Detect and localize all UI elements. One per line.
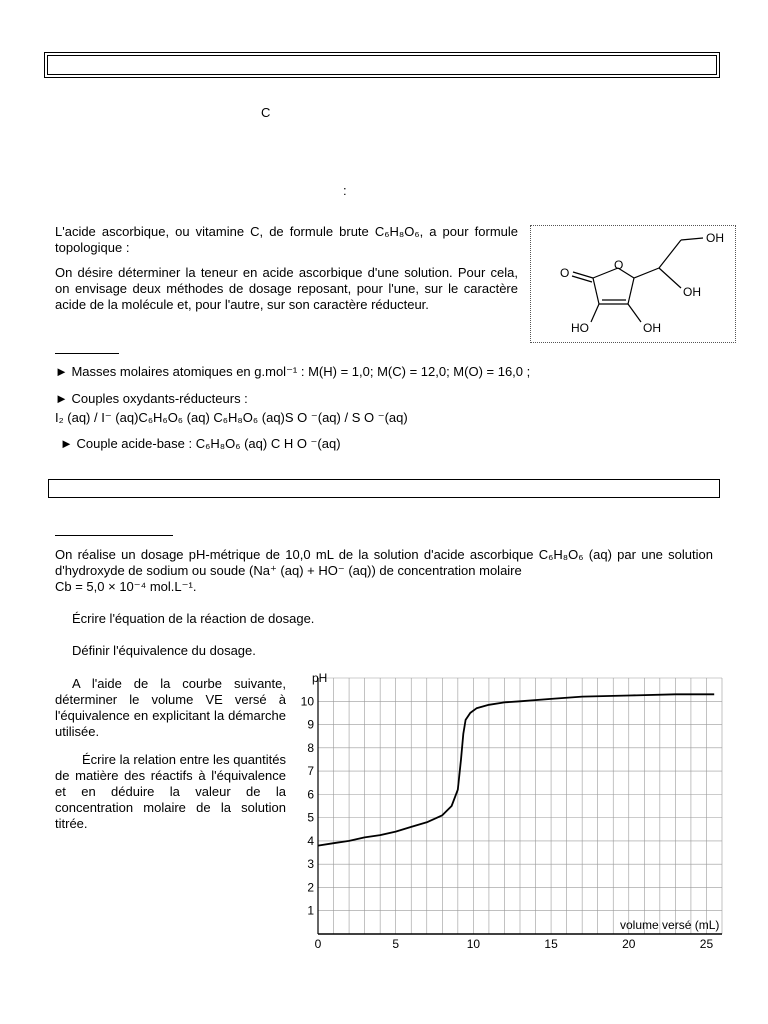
x-tick-label: 5	[392, 937, 400, 951]
y-tick-label: 1	[307, 903, 314, 918]
ascorbic-acid-structure	[531, 226, 735, 342]
y-tick-label: 7	[307, 764, 314, 779]
y-tick-label: 5	[307, 810, 314, 825]
ph-curve	[318, 694, 714, 845]
chart-svg	[290, 668, 730, 958]
acid-base-line: ► Couple acide-base : C₆H₈O₆ (aq) C H O ⁻(aq)	[60, 436, 341, 451]
mol-label-oh-side: OH	[683, 285, 701, 299]
y-tick-label: 9	[307, 717, 314, 732]
mol-label-oh-bottom: OH	[643, 321, 661, 335]
data-heading-rule	[55, 353, 119, 354]
title-box	[44, 52, 720, 78]
y-tick-label: 3	[307, 857, 314, 872]
y-tick-label: 4	[307, 833, 314, 848]
header-colon: :	[343, 183, 347, 198]
masses-line: ► Masses molaires atomiques en g.mol⁻¹ : M(H) = 1,0; M(C) = 12,0; M(O) = 16,0 ;	[55, 364, 531, 379]
question-3: A l'aide de la courbe suivante, déterminer le volume VE versé à l'équivalence en explicitant la démarche utilisée.	[55, 676, 286, 739]
part1-concentration: Cb = 5,0 × 10⁻⁴ mol.L⁻¹.	[55, 579, 197, 594]
x-tick-label: 0	[314, 937, 322, 951]
intro-paragraph-1: L'acide ascorbique, ou vitamine C, de formule brute C₆H₈O₆, a pour formule topologique :	[55, 224, 518, 255]
x-tick-label: 10	[466, 937, 481, 951]
part1-intro: On réalise un dosage pH-métrique de 10,0 mL de la solution d'acide ascorbique C₆H₈O₆ (aq) par une solution d'hydroxyde de sodium ou soude (Na⁺ (aq) + HO⁻ (aq)) de concentration molaire	[55, 547, 713, 578]
mol-label-carbonyl-o: O	[560, 266, 570, 280]
question-1: Écrire l'équation de la réaction de dosage.	[72, 611, 315, 626]
y-tick-label: 10	[300, 694, 314, 709]
couples-line: I₂ (aq) / I⁻ (aq)C₆H₆O₆ (aq) C₆H₈O₆ (aq)S O ⁻(aq) / S O ⁻(aq)	[55, 410, 408, 425]
chart-y-axis-label: pH	[312, 671, 328, 685]
part1-heading-rule	[55, 535, 173, 536]
y-tick-label: 6	[307, 787, 314, 802]
x-tick-label: 20	[622, 937, 636, 951]
mol-label-ring-o: O	[614, 258, 624, 272]
question-2: Définir l'équivalence du dosage.	[72, 643, 256, 658]
x-tick-label: 25	[699, 937, 714, 951]
molecule-figure	[530, 225, 736, 343]
x-tick-label: 15	[544, 937, 558, 951]
y-tick-label: 8	[307, 740, 314, 755]
mol-label-oh-top: OH	[706, 231, 724, 245]
intro-paragraph-2: On désire déterminer la teneur en acide ascorbique d'une solution. Pour cela, on envisage deux méthodes de dosage reposant, pour l'une, sur le caractère acide de la molécule et, pour l'autre, sur son caractère réducteur.	[55, 265, 518, 312]
chart-x-axis-label: volume versé (mL)	[620, 918, 720, 932]
y-tick-label: 2	[307, 880, 314, 895]
question-4: Écrire la relation entre les quantités de matière des réactifs à l'équivalence et en déduire la valeur de la concentration molaire de la solution titrée.	[55, 752, 286, 831]
section-title-box	[48, 479, 720, 498]
header-letter: C	[261, 105, 271, 120]
couples-title: ► Couples oxydants-réducteurs :	[55, 391, 248, 406]
ph-titration-chart	[290, 668, 730, 958]
mol-label-ho-bottom: HO	[571, 321, 589, 335]
